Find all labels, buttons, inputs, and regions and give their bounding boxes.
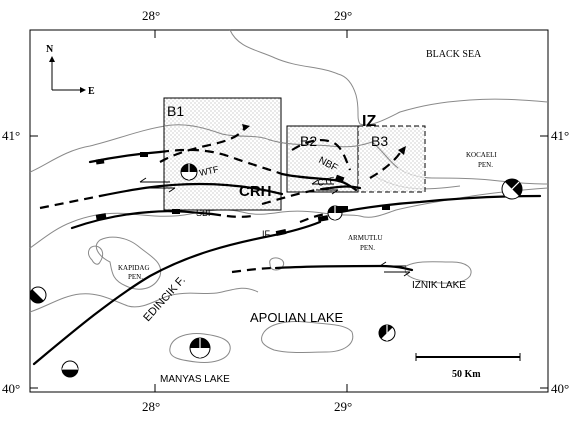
label-armutlu: ARMUTLU	[348, 234, 383, 242]
focal-mechanism-icon	[328, 206, 342, 220]
longitude-label: 28°	[142, 399, 161, 414]
label-black-sea: BLACK SEA	[426, 49, 482, 60]
label-kocaeli: KOCAELI	[466, 151, 497, 159]
fault-label-nbf: NBF	[316, 154, 340, 175]
scale-bar	[416, 353, 520, 380]
box-label-b3: B3	[371, 133, 389, 149]
region-label-crh: CRH	[239, 183, 272, 200]
longitude-label: 29°	[334, 399, 353, 414]
label-apolian-lake: APOLIAN LAKE	[250, 310, 344, 325]
fault-west-dashed	[40, 196, 100, 208]
box-label-b1: B1	[167, 103, 185, 119]
focal-mechanism-icon	[181, 164, 197, 180]
focal-mechanism-icon	[376, 322, 395, 341]
latitude-label: 41°	[2, 128, 21, 143]
fault-label-sbf: SBF	[196, 208, 214, 218]
box-b3	[358, 126, 425, 192]
east-label: E	[88, 86, 95, 97]
fault-iznik	[276, 266, 412, 270]
focal-mechanism-icon	[190, 338, 210, 358]
label-kocaeli-pen: PEN.	[478, 161, 493, 169]
fault-label-ctf: CTF	[316, 175, 336, 188]
latitude-label: 41°	[551, 128, 570, 143]
scale-bar-label: 50 Km	[452, 369, 481, 380]
label-kapidag-pen: PEN.	[128, 273, 143, 281]
longitude-label: 28°	[142, 8, 161, 23]
latitude-label: 40°	[2, 381, 21, 396]
apolian-lake-outline	[262, 322, 353, 353]
longitude-label: 29°	[334, 8, 353, 23]
focal-mechanism-icon	[62, 361, 78, 377]
label-manyas-lake: MANYAS LAKE	[160, 374, 230, 385]
box-label-iz: IZ	[362, 113, 377, 130]
north-arrow	[46, 44, 95, 97]
fault-label-edincik: EDINCIK F.	[141, 274, 188, 325]
label-armutlu-pen: PEN.	[360, 244, 375, 252]
southern-coast	[30, 288, 258, 312]
latitude-label: 40°	[551, 381, 570, 396]
fault-label-wtf: WTF	[198, 164, 220, 178]
fault-label-if: IF	[262, 229, 270, 239]
fault-iznik-dashed	[232, 268, 276, 272]
box-label-b2: B2	[300, 133, 318, 149]
label-kapidag: KAPIDAG	[118, 264, 150, 272]
fault-sbf-dashed	[212, 214, 252, 217]
north-label: N	[46, 44, 54, 55]
label-iznik-lake: IZNIK LAKE	[412, 280, 466, 291]
